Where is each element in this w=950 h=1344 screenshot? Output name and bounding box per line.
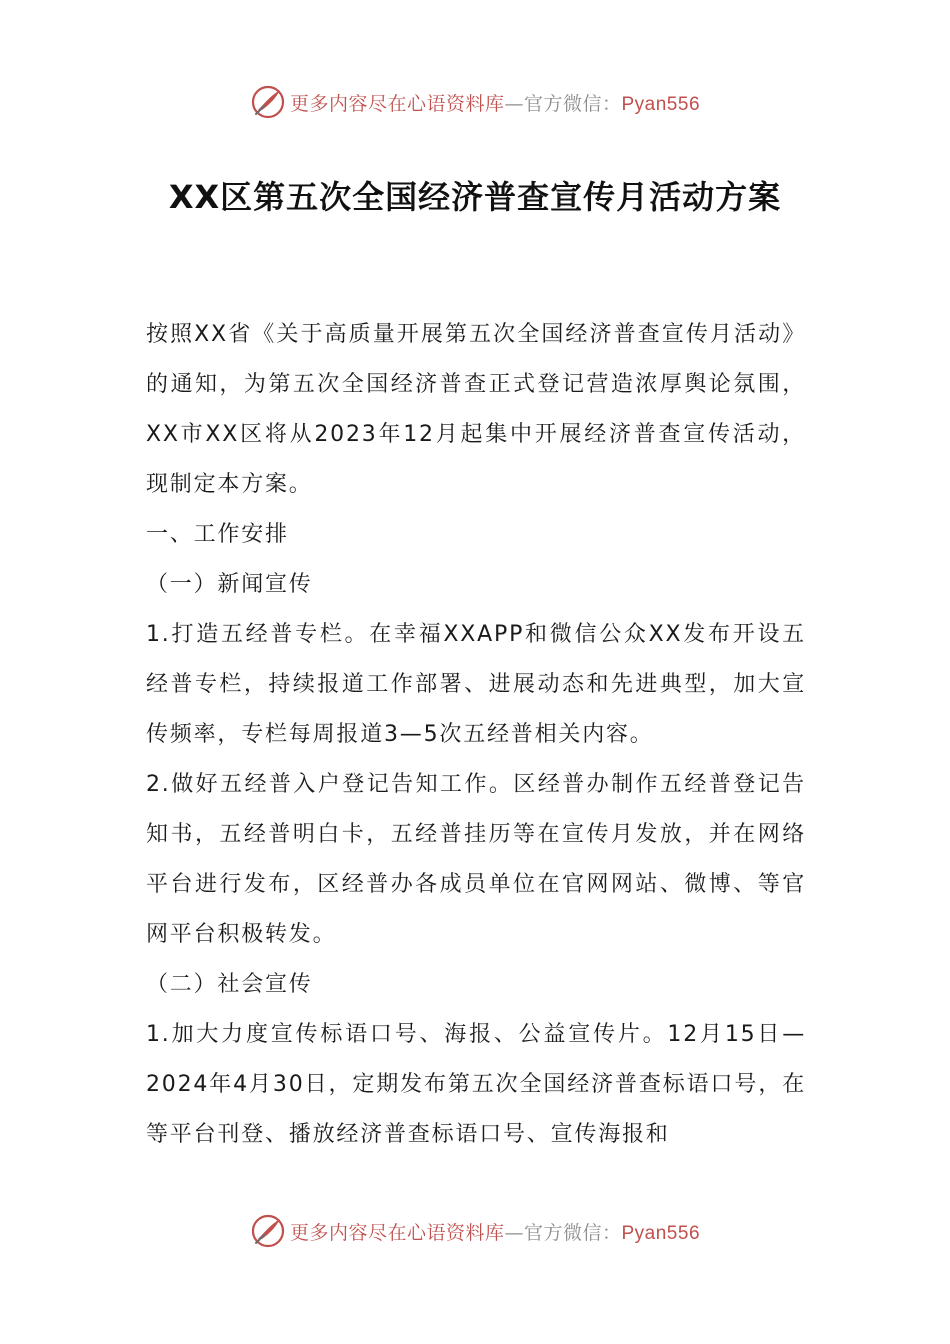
watermark-wechat-id: Pyan556 <box>621 1222 701 1244</box>
paragraph-news-item-1: 1.打造五经普专栏。在幸福XXAPP和微信公众XX发布开设五经普专栏，持续报道工作部署、进展动态和先进典型，加大宣传频率，专栏每周报道3—5次五经普相关内容。 <box>146 622 806 747</box>
paragraph-social-item-1: 1.加大力度宣传标语口号、海报、公益宣传片。12月15日—2024年4月30日，定期发布第五次全国经济普查标语口号，在等平台刊登、播放经济普查标语口号、宣传海报和 <box>146 1022 806 1147</box>
quill-logo-icon <box>250 84 286 120</box>
subsection-heading-social-publicity: （二）社会宣传 <box>146 972 313 997</box>
watermark-main-text: 更多内容尽在心语资料库 <box>289 1221 505 1244</box>
watermark-text <box>290 1218 700 1245</box>
section-heading-work-arrangement: 一、工作安排 <box>146 522 289 547</box>
watermark-wechat-id: Pyan556 <box>621 93 701 115</box>
paragraph-news-item-2: 2.做好五经普入户登记告知工作。区经普办制作五经普登记告知书，五经普明白卡，五经普挂历等在宣传月发放，并在网络平台进行发布，区经普办各成员单位在官网网站、微博、等官网平台积极转发。 <box>146 772 806 947</box>
watermark-wechat-label: —官方微信： <box>504 92 622 115</box>
subsection-heading-news-publicity: （一）新闻宣传 <box>146 572 313 597</box>
watermark-main-text: 更多内容尽在心语资料库 <box>289 92 505 115</box>
intro-paragraph: 按照XX省《关于高质量开展第五次全国经济普查宣传月活动》的通知，为第五次全国经济普查正式登记营造浓厚舆论氛围，XX市XX区将从2023年12月起集中开展经济普查宣传活动，现制定本方案。 <box>146 322 806 497</box>
document-title: XX区第五次全国经济普查宣传月活动方案 <box>168 178 782 216</box>
watermark-text <box>290 89 700 116</box>
document-body <box>146 310 806 1160</box>
header-watermark <box>0 82 950 122</box>
watermark-wechat-label: —官方微信： <box>504 1221 622 1244</box>
quill-logo-icon <box>250 1213 286 1249</box>
footer-watermark <box>0 1211 950 1251</box>
